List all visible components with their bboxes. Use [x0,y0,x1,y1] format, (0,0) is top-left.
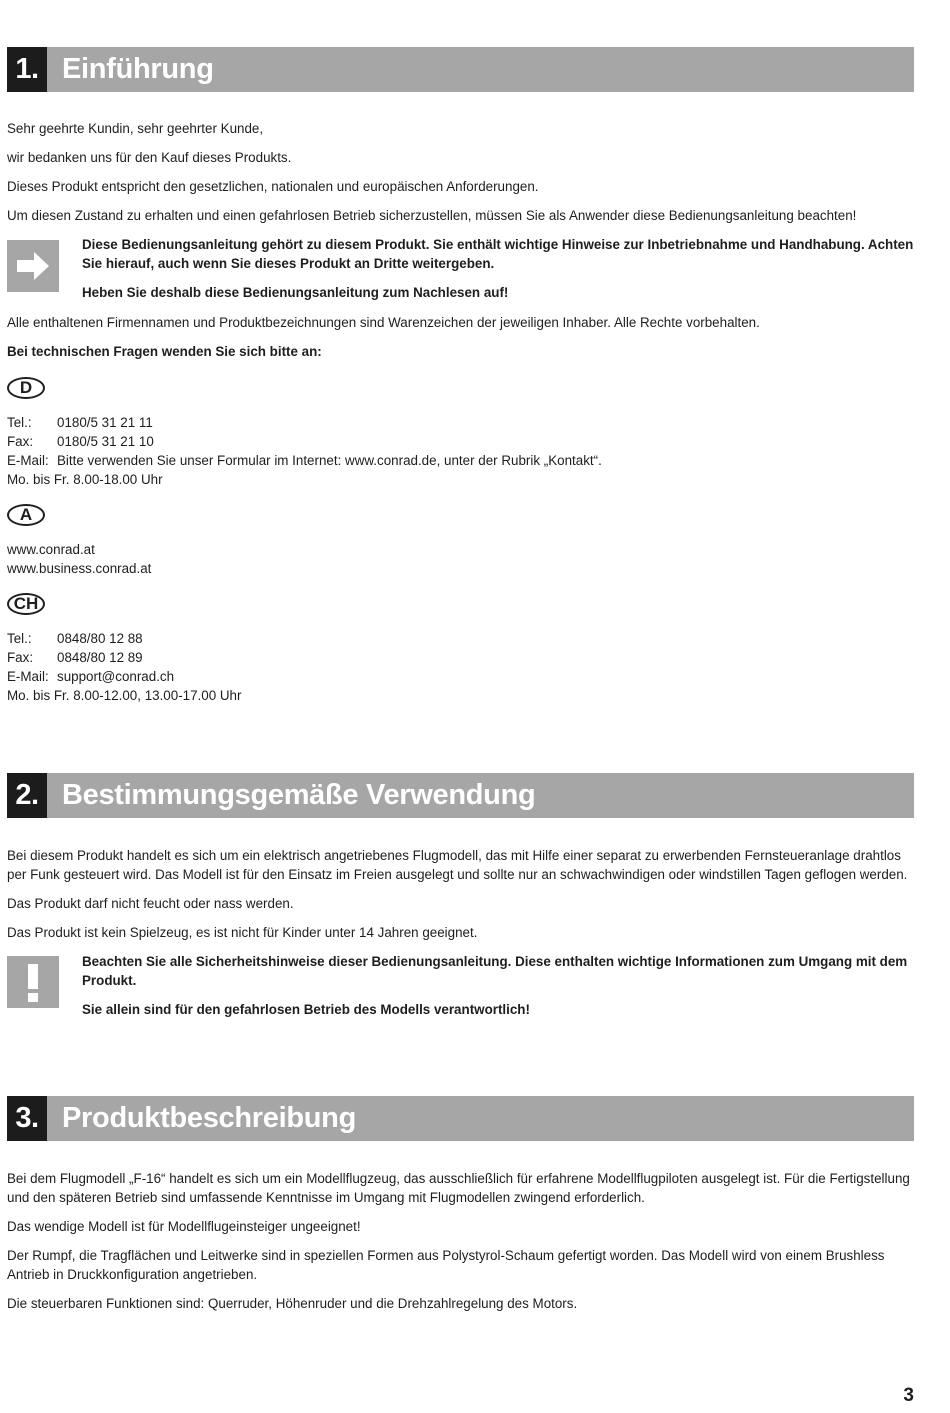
support-heading: Bei technischen Fragen wenden Sie sich bitte an: [7,344,322,359]
d-mail-row [7,451,602,470]
fax-label: Fax: [7,650,34,665]
mail-value: Bitte verwenden Sie unser Formular im Internet: www.conrad.de, unter der Rubrik „Kontakt“. [57,453,602,468]
section-1-number: 1. [7,47,47,92]
functions-text: Die steuerbaren Funktionen sind: Querruder, Höhenruder und die Drehzahlregelung des Motors. [7,1296,578,1311]
note-responsibility: Sie allein sind für den gefahrlosen Betrieb des Modells verantwortlich! [82,1002,530,1017]
fax-label: Fax: [7,434,34,449]
arrow-right-icon [7,240,59,292]
note-keep: Heben Sie deshalb diese Bedienungsanleitung zum Nachlesen auf! [82,285,509,300]
ch-hours [7,686,241,705]
section-1-title: Einführung [62,52,214,85]
tel-label: Tel.: [7,415,32,430]
note-safety: Beachten Sie alle Sicherheitshinweise dieser Bedienungsanleitung. Diese enthalten wichtige Informationen zum Umgang mit dem Produkt. [82,954,908,989]
mail-label: E-Mail: [7,453,49,468]
a-web1 [7,540,95,559]
section-3-header [7,1096,914,1141]
fax-value: 0848/80 12 89 [57,650,143,665]
ch-tel-row [7,629,143,648]
construction-text: Der Rumpf, die Tragflächen und Leitwerke sind in speziellen Formen aus Polystyrol-Schaum gefertigt worden. Das Modell wird von einem Brushless Antrieb in Druckkonfiguration angetrieben. [7,1248,885,1283]
section-3-number: 3. [7,1096,47,1141]
tel-value: 0848/80 12 88 [57,631,143,646]
exclamation-icon [7,956,59,1008]
section-1-header [7,47,914,92]
note-manual: Diese Bedienungsanleitung gehört zu diesem Produkt. Sie enthält wichtige Hinweise zur Inbetriebnahme und Handhabung. Achten Sie hierauf, auch wenn Sie dieses Produkt an Dritte weitergeben. [82,237,914,272]
tel-value: 0180/5 31 21 11 [57,415,153,430]
intended-use-text: Bei diesem Produkt handelt es sich um ein elektrisch angetriebenes Flugmodell, das mit Hilfe einer separat zu erwerbenden Fernsteueranlage drahtlos per Funk gesteuert wird. Das Modell ist für den Einsatz im Freien ausgelegt und sollte nur an schwachwindigen oder windstillen Tagen geflogen werden. [7,848,908,883]
not-toy-text: Das Produkt ist kein Spielzeug, es ist nicht für Kinder unter 14 Jahren geeignet. [7,925,478,940]
ch-mail-row [7,667,174,686]
d-tel-row [7,413,153,432]
country-badge-a: A [7,504,45,526]
web-value: www.business.conrad.at [7,561,152,576]
d-fax-row [7,432,154,451]
instructions-text: Um diesen Zustand zu erhalten und einen gefahrlosen Betrieb sicherzustellen, müssen Sie als Anwender diese Bedienungsanleitung beachten! [7,208,857,223]
tel-label: Tel.: [7,631,32,646]
fax-value: 0180/5 31 21 10 [57,434,154,449]
trademark-text: Alle enthaltenen Firmennamen und Produktbezeichnungen sind Warenzeichen der jeweiligen Inhaber. Alle Rechte vorbehalten. [7,315,760,330]
product-description-text: Bei dem Flugmodell „F-16“ handelt es sich um ein Modellflugzeug, das ausschließlich für erfahrene Modellflugpiloten ausgelegt ist. Für die Fertigstellung und den späteren Betrieb sind umfassende Kenntnisse im Umgang mit Flugmodellen zwingend erforderlich. [7,1171,910,1206]
mail-label: E-Mail: [7,669,49,684]
section-2-header [7,773,914,818]
moisture-text: Das Produkt darf nicht feucht oder nass werden. [7,896,294,911]
section-3-title: Produktbeschreibung [62,1101,356,1134]
section-2-number: 2. [7,773,47,818]
hours-value: Mo. bis Fr. 8.00-12.00, 13.00-17.00 Uhr [7,688,242,703]
compliance-text: Dieses Produkt entspricht den gesetzlichen, nationalen und europäischen Anforderungen. [7,179,539,194]
country-badge-ch: CH [7,593,45,615]
web-value: www.conrad.at [7,542,95,557]
salutation: Sehr geehrte Kundin, sehr geehrter Kunde, [7,121,264,136]
country-badge-d: D [7,377,45,399]
a-web2 [7,559,151,578]
beginner-warning-text: Das wendige Modell ist für Modellflugeinsteiger ungeeignet! [7,1219,361,1234]
hours-value: Mo. bis Fr. 8.00-18.00 Uhr [7,472,163,487]
section-2-title: Bestimmungsgemäße Verwendung [62,778,536,811]
thanks-text: wir bedanken uns für den Kauf dieses Produkts. [7,150,292,165]
d-hours [7,470,163,489]
mail-value: support@conrad.ch [57,669,175,684]
page-number: 3 [903,1385,914,1406]
ch-fax-row [7,648,143,667]
